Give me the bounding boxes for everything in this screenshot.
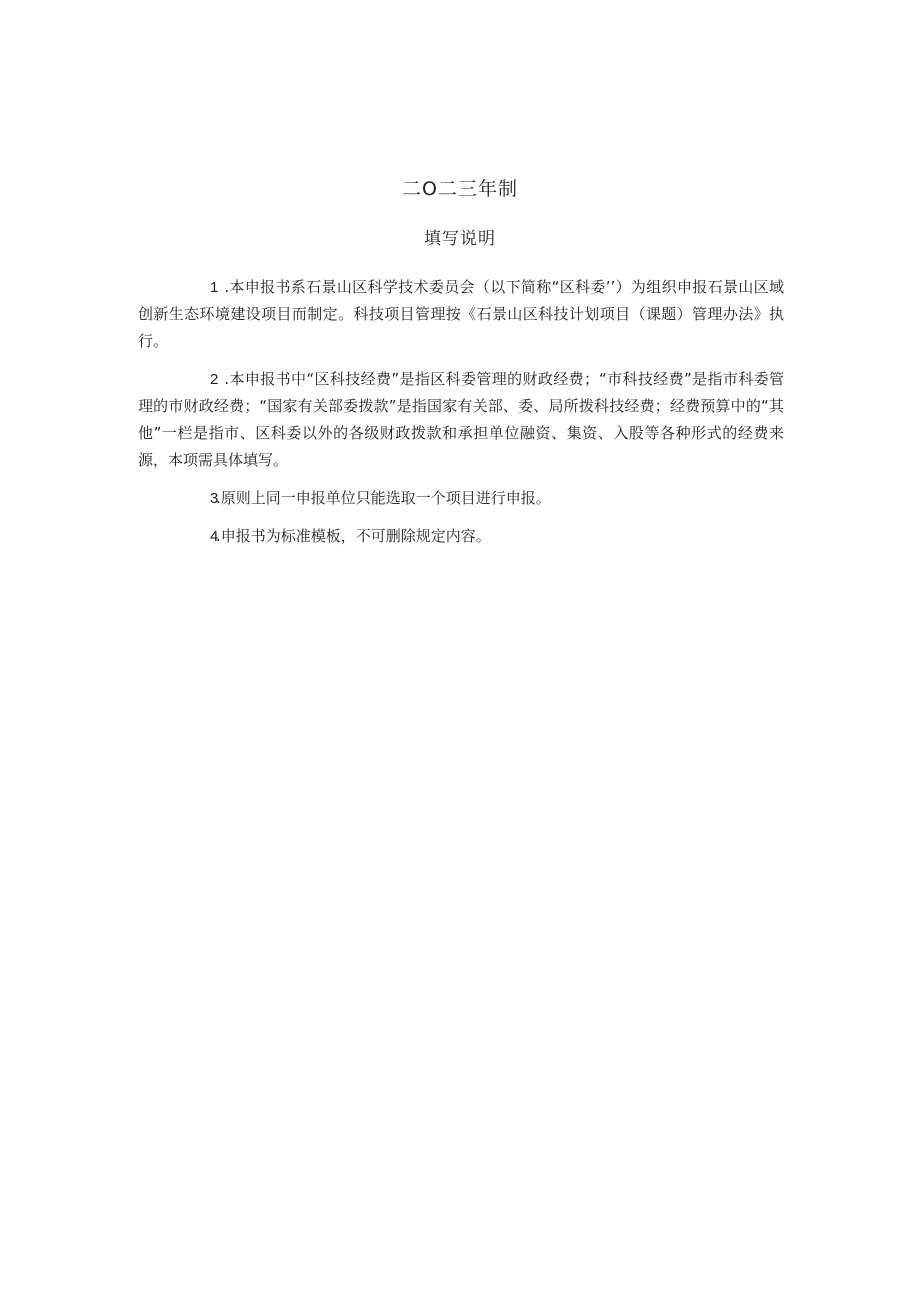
instructions-list (138, 274, 784, 561)
item-number: 2 (210, 371, 219, 388)
instruction-item-2 (138, 366, 784, 474)
item-text: .申报书为标准模板，不可删除规定内容。 (216, 527, 491, 545)
item-number: 4 (210, 528, 219, 545)
instruction-item-3 (138, 485, 784, 512)
item-text: .本申报书系石景山区科学技术委员会（以下简称“区科委’’）为组织申报石景山区域创新生态环境建设项目而制定。科技项目管理按《石景山区科技计划项目（课题）管理办法》执行。 (138, 278, 784, 350)
instructions-heading: 填写说明 (424, 229, 496, 249)
year-line: 二O二三年制 (402, 178, 518, 200)
item-number: 3 (210, 490, 219, 507)
item-text: .原则上同一申报单位只能选取一个项目进行申报。 (216, 489, 551, 507)
instruction-item-1 (138, 274, 784, 355)
item-text: .本申报书中“区科技经费”是指区科委管理的财政经费；“市科技经费”是指市科委管理的市财政经费；“国家有关部委拨款”是指国家有关部、委、局所拨科技经费；经费预算中的“其他”一栏是指市、区科委以外的各级财政拨款和承担单位融资、集资、入股等各种形式的经费来源，本项需具体填写。 (138, 370, 784, 469)
item-number: 1 (210, 279, 219, 296)
instruction-item-4 (138, 523, 784, 550)
